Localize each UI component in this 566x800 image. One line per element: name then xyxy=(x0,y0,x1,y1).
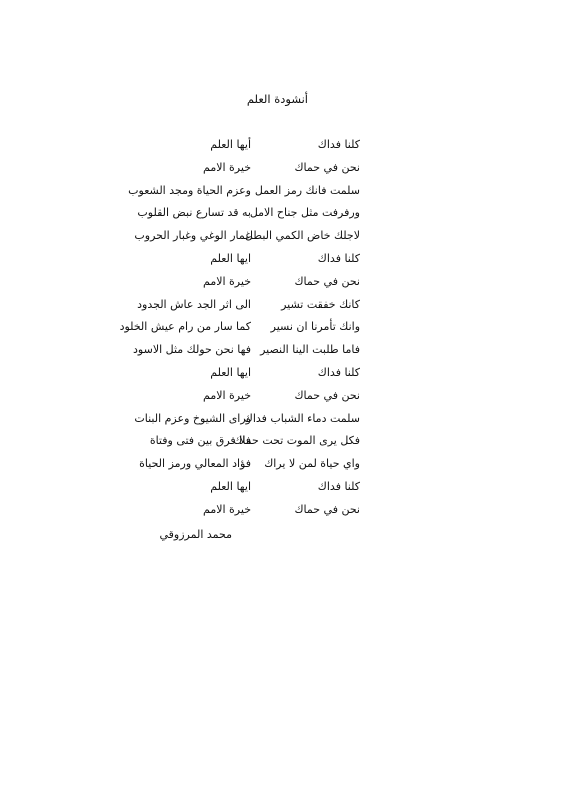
verse-line xyxy=(0,433,566,456)
author-name: محمد المرزوقي xyxy=(159,528,232,541)
verse-second-hemistich: ايها العلم xyxy=(210,479,251,493)
verse-first-hemistich: ورفرفت مثل جناح الامل xyxy=(249,206,360,220)
verse-first-hemistich: نحن في حماك xyxy=(294,388,360,402)
verse-first-hemistich: فكل يرى الموت تحت حماك xyxy=(233,434,360,448)
verse-second-hemistich: ايها العلم xyxy=(210,365,251,379)
verse-second-hemistich: وراى الشيوخ وعزم البنات xyxy=(134,411,251,425)
verse-first-hemistich: نحن في حماك xyxy=(294,160,360,174)
verse-line xyxy=(0,274,566,297)
verse-first-hemistich: كلنا فداك xyxy=(317,138,360,151)
verse-line xyxy=(0,319,566,342)
verse-first-hemistich: كلنا فداك xyxy=(317,479,360,493)
verse-second-hemistich: أيها العلم xyxy=(210,138,251,151)
verse-first-hemistich: كانك خفقت تشير xyxy=(281,297,360,311)
verse-line xyxy=(0,456,566,479)
verse-second-hemistich: غمار الوغي وغبار الحروب xyxy=(134,229,251,243)
verse-first-hemistich: واي حياة لمن لا يراك xyxy=(264,457,360,471)
verse-line xyxy=(0,411,566,434)
verse-line xyxy=(0,183,566,206)
verse-line xyxy=(0,342,566,365)
verse-line xyxy=(0,479,566,502)
verse-first-hemistich: نحن في حماك xyxy=(294,502,360,516)
verse-line xyxy=(0,137,566,160)
verse-second-hemistich: ايها العلم xyxy=(210,251,251,265)
verse-second-hemistich: فؤاد المعالي ورمز الحياة xyxy=(139,457,251,471)
page-title: أنشودة العلم xyxy=(246,92,308,106)
verse-line xyxy=(0,251,566,274)
verse-line xyxy=(0,160,566,183)
verse-second-hemistich: خيرة الامم xyxy=(203,502,251,516)
verse-second-hemistich: كما سار من رام عيش الخلود xyxy=(119,320,251,334)
verses-list xyxy=(0,137,566,525)
verse-second-hemistich: خيرة الامم xyxy=(203,274,251,288)
verse-second-hemistich: فها نحن حولك مثل الاسود xyxy=(133,343,251,357)
verse-first-hemistich: كلنا فداك xyxy=(317,251,360,265)
verse-second-hemistich: الى اثر الجد عاش الجدود xyxy=(137,297,251,311)
verse-second-hemistich: وعزم الحياة ومجد الشعوب xyxy=(128,183,251,197)
verse-second-hemistich: به قد تسارع نبض القلوب xyxy=(137,206,251,220)
verse-line xyxy=(0,388,566,411)
verse-line xyxy=(0,297,566,320)
verse-first-hemistich: فاما طلبت الينا النصير xyxy=(260,343,360,357)
verse-first-hemistich: سلمت فانك رمز العمل xyxy=(254,183,360,197)
verse-first-hemistich: كلنا فداك xyxy=(317,365,360,379)
verse-first-hemistich: لاجلك خاض الكمي البطل xyxy=(244,229,360,243)
verse-first-hemistich: سلمت دماء الشباب فداك xyxy=(243,411,360,425)
verse-second-hemistich: خيرة الامم xyxy=(203,388,251,402)
verse-line xyxy=(0,205,566,228)
verse-first-hemistich: نحن في حماك xyxy=(294,274,360,288)
verse-first-hemistich: وانك تأمرنا ان نسير xyxy=(270,320,360,334)
verse-second-hemistich: فلا فرق بين فتى وفتاة xyxy=(149,434,251,448)
verse-line xyxy=(0,365,566,388)
verse-line xyxy=(0,228,566,251)
verse-line xyxy=(0,502,566,525)
verse-second-hemistich: خيرة الامم xyxy=(203,160,251,174)
